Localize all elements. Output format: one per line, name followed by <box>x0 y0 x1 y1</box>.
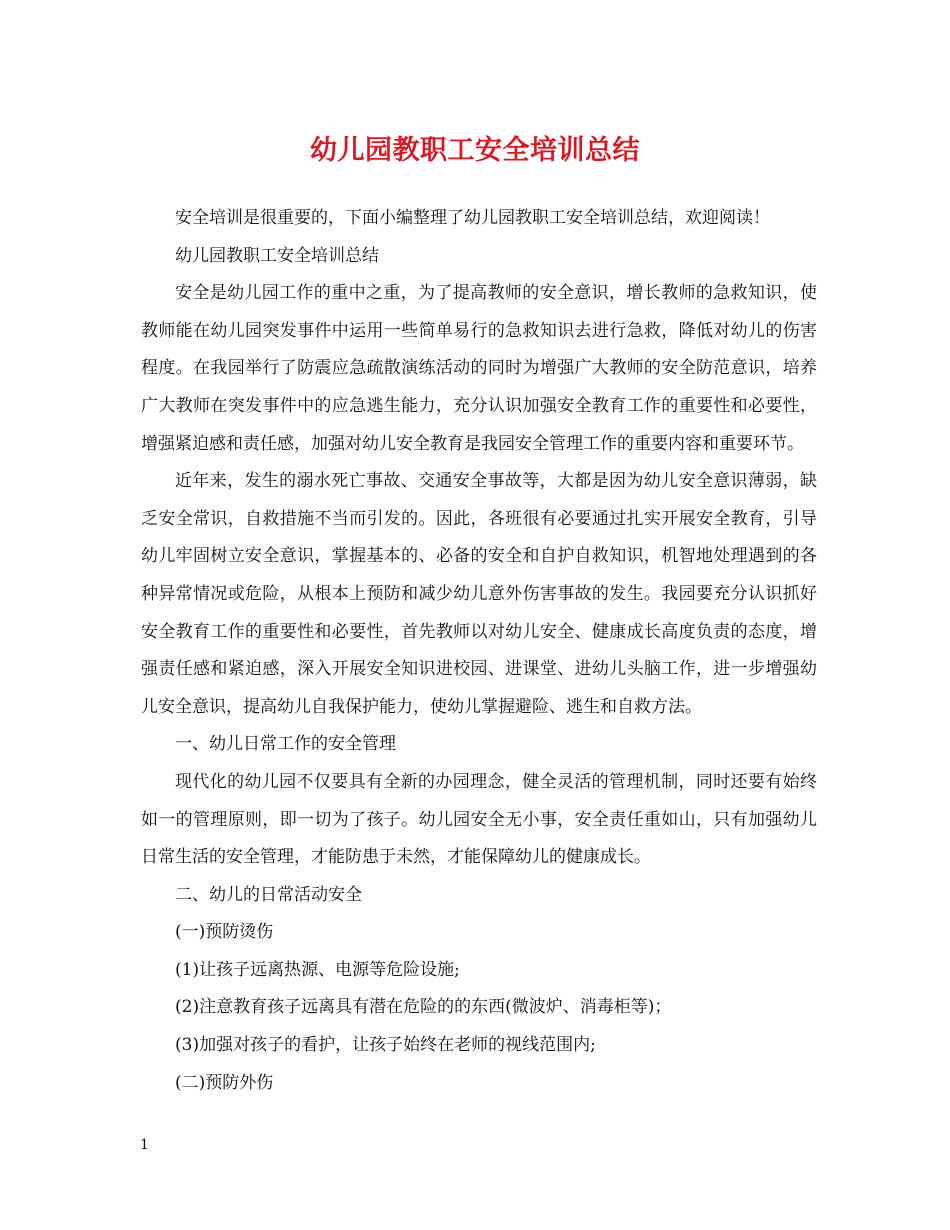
body-paragraph-3: 现代化的幼儿园不仅要具有全新的办园理念，健全灵活的管理机制，同时还要有始终如一的管理原则，即一切为了孩子。幼儿园安全无小事，安全责任重如山，只有加强幼儿日常生活的安全管理，才能防患于未然，才能保障幼儿的健康成长。 <box>141 771 817 868</box>
document-title: 幼儿园教职工安全培训总结 <box>310 135 640 166</box>
document-body <box>141 200 817 1102</box>
subtitle-paragraph: 幼儿园教职工安全培训总结 <box>175 245 379 266</box>
list-item-1: (1)让孩子远离热源、电源等危险设施; <box>175 959 460 980</box>
body-paragraph-2: 近年来，发生的溺水死亡事故、交通安全事故等，大都是因为幼儿安全意识薄弱，缺乏安全常识，自救措施不当而引发的。因此，各班很有必要通过扎实开展安全教育，引导幼儿牢固树立安全意识，掌握基本的、必备的安全和自护自救知识，机智地处理遇到的各种异常情况或危险，从根本上预防和减少幼儿意外伤害事故的发生。我园要充分认识抓好安全教育工作的重要性和必要性，首先教师以对幼儿安全、健康成长高度负责的态度，增强责任感和紧迫感，深入开展安全知识进校园、进课堂、进幼儿头脑工作，进一步增强幼儿安全意识，提高幼儿自我保护能力，使幼儿掌握避险、逃生和自救方法。 <box>141 471 817 717</box>
list-item-2: (2)注意教育孩子远离具有潜在危险的的东西(微波炉、消毒柜等)； <box>175 997 672 1018</box>
section-heading-2: 二、幼儿的日常活动安全 <box>175 884 362 905</box>
body-paragraph-1: 安全是幼儿园工作的重中之重，为了提高教师的安全意识，增长教师的急救知识，使教师能在幼儿园突发事件中运用一些简单易行的急救知识去进行急救，降低对幼儿的伤害程度。在我园举行了防震应急疏散演练活动的同时为增强广大教师的安全防范意识，培养广大教师在突发事件中的应急逃生能力，充分认识加强安全教育工作的重要性和必要性，增强紧迫感和责任感，加强对幼儿安全教育是我园安全管理工作的重要内容和重要环节。 <box>141 283 817 454</box>
subsection-heading-2: (二)预防外伤 <box>175 1072 274 1093</box>
page-number: 1 <box>140 1137 149 1153</box>
list-item-3: (3)加强对孩子的看护，让孩子始终在老师的视线范围内; <box>175 1035 596 1056</box>
intro-paragraph: 安全培训是很重要的，下面小编整理了幼儿园教职工安全培训总结，欢迎阅读！ <box>175 208 770 228</box>
subsection-heading-1: (一)预防烫伤 <box>175 922 274 943</box>
section-heading-1: 一、幼儿日常工作的安全管理 <box>175 734 396 755</box>
